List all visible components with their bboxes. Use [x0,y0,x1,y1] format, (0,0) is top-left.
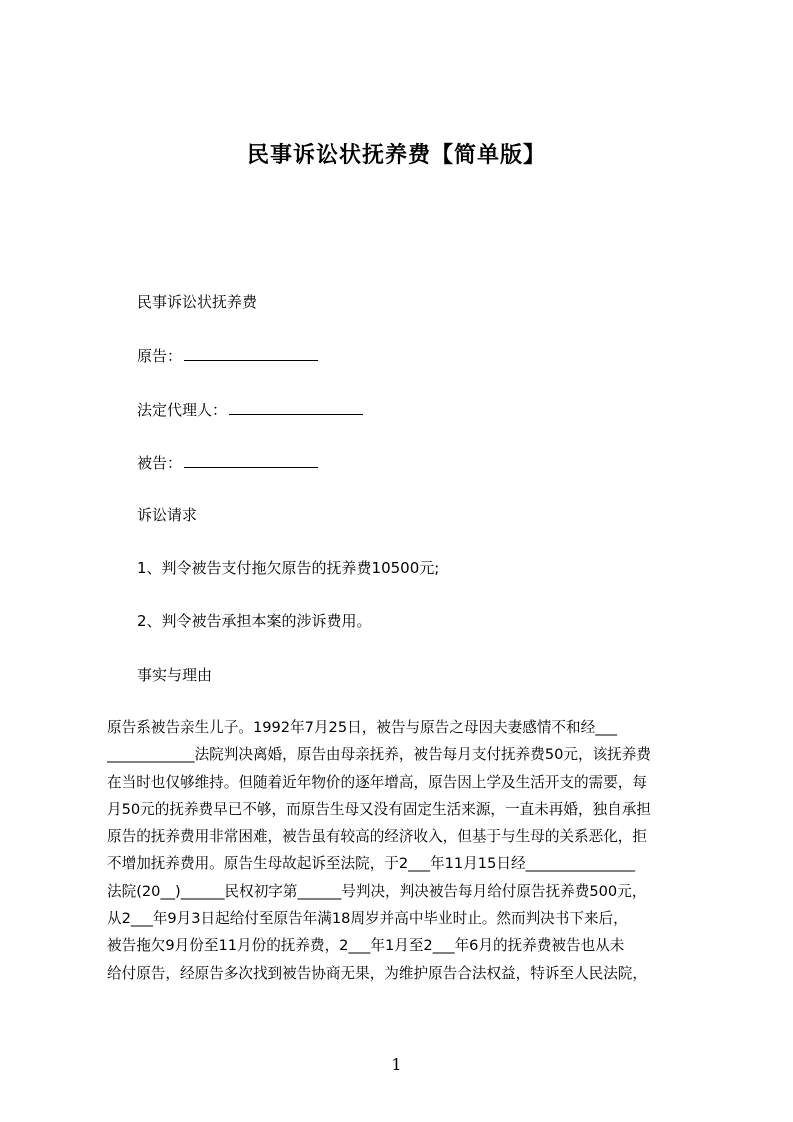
document-heading: 民事诉讼状抚养费 [137,293,258,311]
facts-line: 被告拖欠9月份至11月份的抚养费，2___年1月至2___年6月的抚养费被告也从未 [107,937,625,955]
facts-line: 原告系被告亲生儿子。1992年7月25日，被告与原告之母因夫妻感情不和经___ [107,719,618,736]
document-title: 民事诉讼状抚养费【简单版】 [246,143,546,168]
page-number: 1 [391,1055,402,1074]
facts-line: 在当时也仅够维持。但随着近年物价的逐年增高，原告因上学及生活开支的需要，每 [107,773,647,791]
facts-line: 原告的抚养费用非常困难，被告虽有较高的经济收入，但基于与生母的关系恶化，拒 [107,828,647,846]
facts-line: 不增加抚养费用。原告生母故起诉至法院，于2___年11月15日经_______________ [107,855,636,873]
defendant-label: 被告： [137,454,183,472]
defendant-blank [184,452,318,468]
facts-paragraph [107,714,699,986]
agent-label: 法定代理人： [137,401,228,419]
claim-item-1: 1、判令被告支付拖欠原告的抚养费10500元; [137,559,440,577]
facts-line: 月50元的抚养费早已不够，而原告生母又没有固定生活来源，一直未再婚，独自承担 [107,800,651,818]
claims-heading: 诉讼请求 [137,506,198,524]
facts-line: 从2___年9月3日起给付至原告年满18周岁并高中毕业时止。然而判决书下来后， [107,910,628,928]
claim-item-2: 2、判令被告承担本案的涉诉费用。 [137,612,372,630]
facts-heading: 事实与理由 [137,666,213,684]
facts-line: 给付原告，经原告多次找到被告协商无果，为维护原告合法权益，特诉至人民法院， [107,964,647,982]
plaintiff-field [137,345,318,366]
facts-line: 法院(20__)______民权初字第______号判决，判决被告每月给付原告抚养费500元， [107,882,647,900]
facts-line: ____________法院判决离婚，原告由母亲抚养，被告每月支付抚养费50元，该抚养费 [107,746,651,764]
plaintiff-label: 原告： [137,347,183,365]
plaintiff-blank [184,345,318,361]
agent-blank [229,399,363,415]
agent-field [137,399,363,420]
defendant-field [137,452,318,473]
